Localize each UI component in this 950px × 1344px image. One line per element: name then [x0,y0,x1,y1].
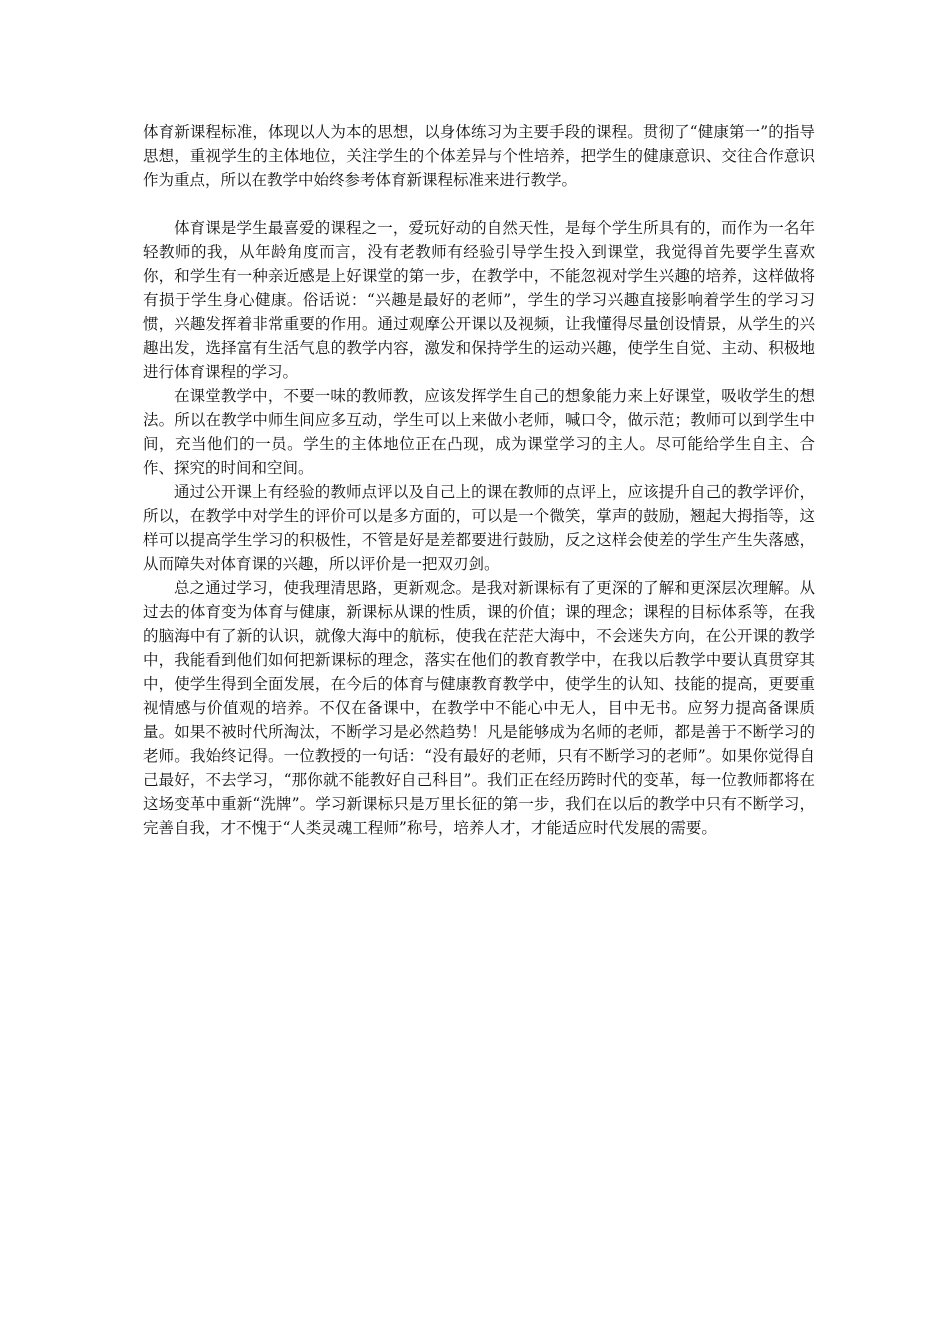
paragraph-intro: 体育新课程标准，体现以人为本的思想，以身体练习为主要手段的课程。贯彻了“健康第一”的指导思想，重视学生的主体地位，关注学生的个体差异与个性培养，把学生的健康意识、交往合作意识作为重点，所以在教学中始终参考体育新课程标准来进行教学。 [143,123,815,189]
document-body [143,120,815,840]
paragraph-interest: 体育课是学生最喜爱的课程之一，爱玩好动的自然天性，是每个学生所具有的，而作为一名年轻教师的我，从年龄角度而言，没有老教师有经验引导学生投入到课堂，我觉得首先要学生喜欢你，和学生有一种亲近感是上好课堂的第一步，在教学中，不能忽视对学生兴趣的培养，这样做将有损于学生身心健康。俗话说：“兴趣是最好的老师”，学生的学习兴趣直接影响着学生的学习习惯，兴趣发挥着非常重要的作用。通过观摩公开课以及视频，让我懂得尽量创设情景，从学生的兴趣出发，选择富有生活气息的教学内容，激发和保持学生的运动兴趣，使学生自觉、主动、积极地进行体育课程的学习。 [143,219,815,381]
paragraph-evaluation: 通过公开课上有经验的教师点评以及自己上的课在教师的点评上，应该提升自己的教学评价，所以，在教学中对学生的评价可以是多方面的，可以是一个微笑，掌声的鼓励，翘起大拇指等，这样可以提高学生学习的积极性，不管是好是差都要进行鼓励，反之这样会使差的学生产生失落感，从而障失对体育课的兴趣，所以评价是一把双刃剑。 [143,483,815,573]
paragraph-summary: 总之通过学习，使我理清思路，更新观念。是我对新课标有了更深的了解和更深层次理解。从过去的体育变为体育与健康，新课标从课的性质，课的价值；课的理念；课程的目标体系等，在我的脑海中有了新的认识，就像大海中的航标，使我在茫茫大海中，不会迷失方向，在公开课的教学中，我能看到他们如何把新课标的理念，落实在他们的教育教学中，在我以后教学中要认真贯穿其中，使学生得到全面发展，在今后的体育与健康教育教学中，使学生的认知、技能的提高，更要重视情感与价值观的培养。不仅在备课中，在教学中不能心中无人，目中无书。应努力提高备课质量。如果不被时代所淘汰，不断学习是必然趋势！凡是能够成为名师的老师，都是善于不断学习的老师。我始终记得。一位教授的一句话：“没有最好的老师，只有不断学习的老师”。如果你觉得自己最好，不去学习，“那你就不能教好自己科目”。我们正在经历跨时代的变革，每一位教师都将在这场变革中重新“洗牌”。学习新课标只是万里长征的第一步，我们在以后的教学中只有不断学习，完善自我，才不愧于“人类灵魂工程师”称号，培养人才，才能适应时代发展的需要。 [143,579,815,837]
paragraph-classroom: 在课堂教学中，不要一味的教师教，应该发挥学生自己的想象能力来上好课堂，吸收学生的想法。所以在教学中师生间应多互动，学生可以上来做小老师，喊口令，做示范；教师可以到学生中间，充当他们的一员。学生的主体地位正在凸现，成为课堂学习的主人。尽可能给学生自主、合作、探究的时间和空间。 [143,387,815,477]
